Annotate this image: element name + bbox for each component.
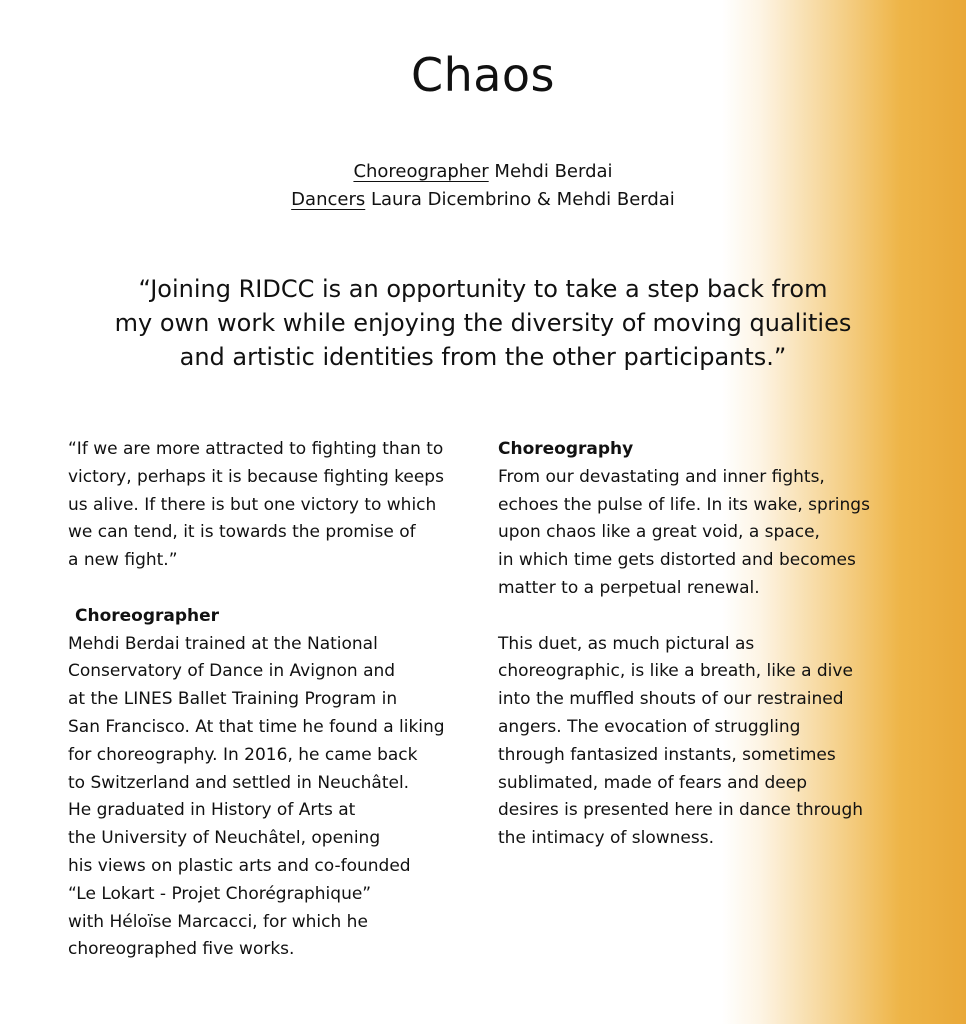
choreography-line: upon chaos like a great void, a space, [498, 522, 820, 543]
duet-line: desires is presented here in dance through [498, 800, 864, 821]
pull-quote [0, 272, 966, 374]
bio-line: to Switzerland and settled in Neuchâtel. [68, 772, 410, 793]
duet-line: This duet, as much pictural as [498, 633, 755, 654]
choreographer-credit [0, 158, 966, 186]
bio-line: choreographed five works. [68, 939, 295, 960]
duet-line: angers. The evocation of struggling [498, 716, 801, 737]
spacer [498, 603, 870, 631]
pull-quote-line: “Joining RIDCC is an opportunity to take a step back from [138, 275, 828, 303]
left-column [68, 436, 445, 964]
duet-line: the intimacy of slowness. [498, 828, 715, 849]
choreography-line: in which time gets distorted and becomes [498, 550, 856, 571]
bio-line: for choreography. In 2016, he came back [68, 744, 418, 765]
spacer [68, 575, 445, 603]
choreographer-name: Mehdi Berdai [494, 161, 613, 182]
bio-line: “Le Lokart - Projet Chorégraphique” [68, 883, 372, 904]
epigraph-line: us alive. If there is but one victory to which [68, 494, 437, 515]
dancers-label: Dancers [291, 189, 366, 210]
bio-line: his views on plastic arts and co-founded [68, 855, 411, 876]
dancers-names: Laura Dicembrino & Mehdi Berdai [370, 189, 675, 210]
bio-line: the University of Neuchâtel, opening [68, 828, 381, 849]
duet-line: into the muffled shouts of our restrained [498, 689, 844, 710]
epigraph-line: victory, perhaps it is because fighting keeps [68, 466, 444, 487]
epigraph-line: we can tend, it is towards the promise of [68, 522, 416, 543]
pull-quote-line: my own work while enjoying the diversity of moving qualities [114, 309, 852, 337]
pull-quote-line: and artistic identities from the other participants.” [179, 343, 787, 371]
choreography-heading: Choreography [498, 439, 634, 459]
dancers-credit [0, 186, 966, 214]
choreographer-label: Choreographer [353, 161, 489, 182]
duet-line: through fantasized instants, sometimes [498, 744, 836, 765]
duet-line: sublimated, made of fears and deep [498, 772, 807, 793]
choreography-line: echoes the pulse of life. In its wake, springs [498, 494, 870, 515]
bio-line: with Héloïse Marcacci, for which he [68, 911, 368, 932]
choreography-line: matter to a perpetual renewal. [498, 577, 760, 598]
epigraph-line: a new fight.” [68, 550, 178, 571]
credits-block [0, 158, 966, 214]
bio-line: Conservatory of Dance in Avignon and [68, 661, 396, 682]
right-column [498, 436, 870, 853]
bio-line: San Francisco. At that time he found a liking [68, 716, 445, 737]
bio-line: He graduated in History of Arts at [68, 800, 356, 821]
page-title: Chaos [410, 48, 556, 102]
choreography-line: From our devastating and inner fights, [498, 466, 825, 487]
choreographer-heading: Choreographer [75, 605, 220, 626]
bio-line: Mehdi Berdai trained at the National [68, 633, 378, 654]
epigraph-line: “If we are more attracted to fighting than to [68, 439, 444, 459]
duet-line: choreographic, is like a breath, like a dive [498, 661, 853, 682]
bio-line: at the LINES Ballet Training Program in [68, 689, 398, 710]
